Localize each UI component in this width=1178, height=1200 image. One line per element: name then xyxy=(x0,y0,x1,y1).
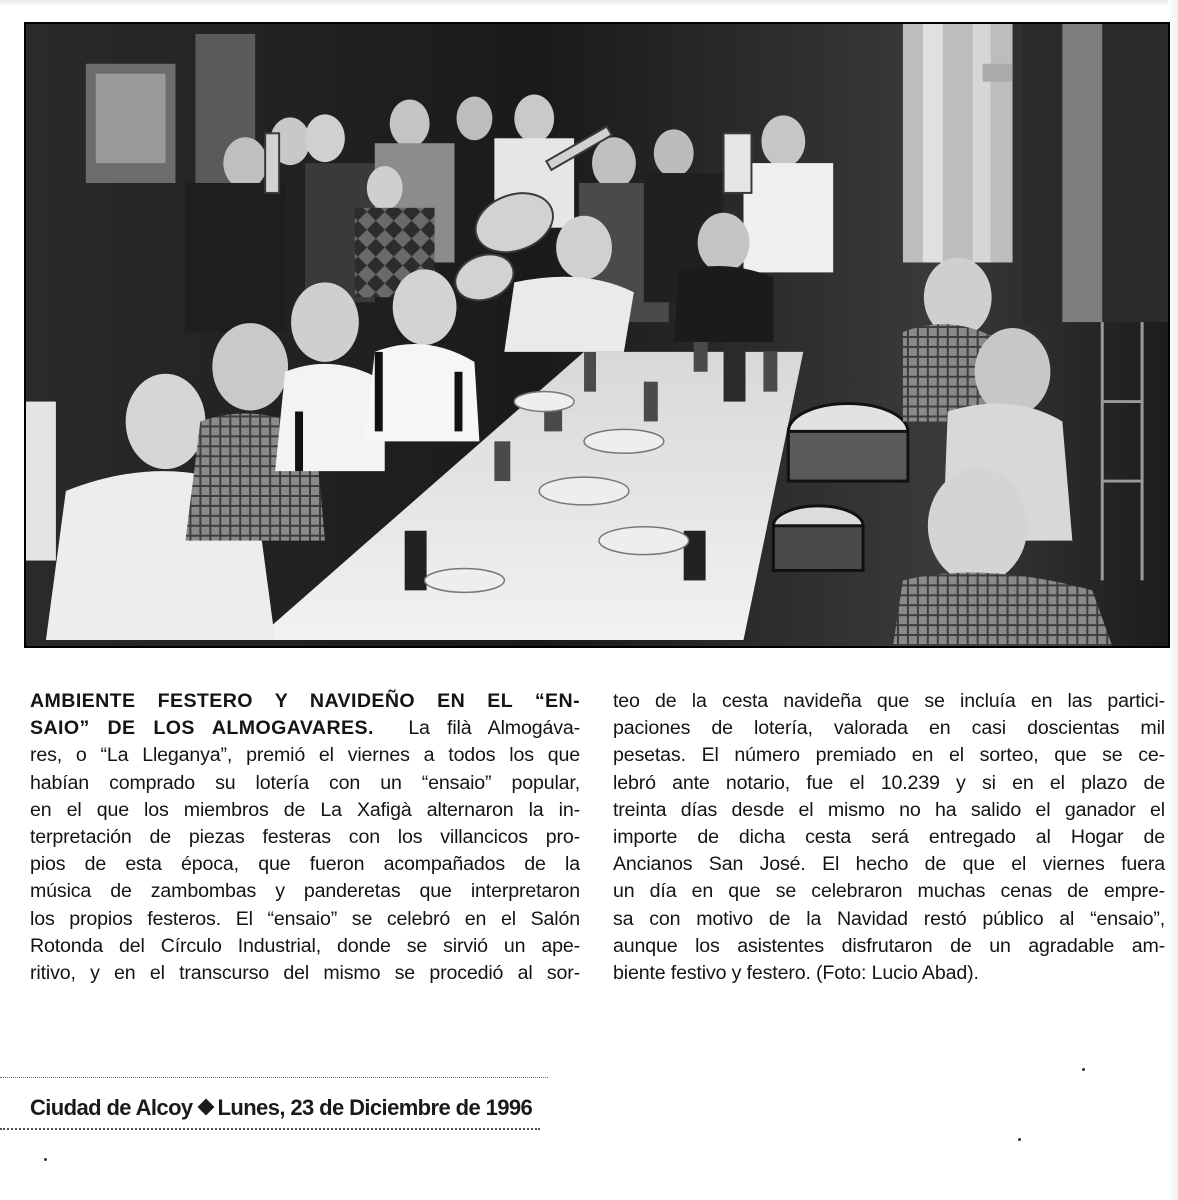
caption-line: aunque los asistentes disfrutaron de un agradable am- xyxy=(613,934,1165,957)
caption-line: pesetas. El número premiado en el sorteo, que se ce- xyxy=(613,744,1165,767)
caption-line: treinta días desde el mismo no ha salido el ganador el xyxy=(613,798,1165,821)
headline-line-1: AMBIENTE FESTERO Y NAVIDEÑO EN EL “EN- xyxy=(30,690,580,712)
caption-right-column xyxy=(613,688,1165,987)
scan-speck xyxy=(44,1158,47,1161)
headline-line-2: SAIO” DE LOS ALMOGAVARES. La filà Almogáva- xyxy=(30,717,580,740)
caption-line: importe de dicha cesta será entregado al Hogar de xyxy=(613,826,1165,849)
caption-line: teo de la cesta navideña que se incluía en las partici- xyxy=(613,690,1165,712)
caption-line: lebró ante notario, fue el 10.239 y si en el plazo de xyxy=(613,771,1165,794)
caption-line: habían comprado su lotería con un “ensaio” popular, xyxy=(30,771,580,794)
caption-line: res, o “La Lleganya”, premió el viernes a todos los que xyxy=(30,744,580,767)
footer-rule-bottom xyxy=(0,1128,540,1130)
caption-line: música de zambombas y panderetas que interpretaron xyxy=(30,880,580,903)
caption-line: un día en que se celebraron muchas cenas de empre- xyxy=(613,880,1165,903)
caption-left-column xyxy=(30,688,580,987)
caption-line: los propios festeros. El “ensaio” se celebró en el Salón xyxy=(30,907,580,930)
caption-line: pios de esta época, que fueron acompañados de la xyxy=(30,853,580,876)
caption-line-last: biente festivo y festero. (Foto: Lucio Abad). xyxy=(613,962,979,985)
caption-line: terpretación de piezas festeras con los villancicos pro- xyxy=(30,826,580,849)
publication-date: Lunes, 23 de Diciembre de 1996 xyxy=(217,1095,533,1120)
caption-line: sa con motivo de la Navidad restó público al “ensaio”, xyxy=(613,907,1165,930)
scan-speck xyxy=(1018,1138,1021,1141)
caption-line: paciones de lotería, valorada en casi doscientas mil xyxy=(613,717,1165,740)
publication-name: Ciudad de Alcoy xyxy=(30,1095,193,1120)
diamond-icon xyxy=(197,1099,214,1116)
photo-illustration xyxy=(26,24,1168,646)
article-photo xyxy=(24,22,1170,648)
publication-footer xyxy=(30,1095,532,1121)
caption-line: Ancianos San José. El hecho de que el viernes fuera xyxy=(613,853,1165,876)
footer-rule-top xyxy=(0,1077,548,1078)
caption-line: ritivo, y en el transcurso del mismo se procedió al sor- xyxy=(30,962,580,985)
caption-line: en el que los miembros de La Xafigà alternaron la in- xyxy=(30,798,580,821)
scan-speck xyxy=(1082,1068,1085,1071)
clipping-edge-top xyxy=(0,0,1178,6)
caption-line: Rotonda del Círculo Industrial, donde se sirvió un ape- xyxy=(30,934,580,957)
